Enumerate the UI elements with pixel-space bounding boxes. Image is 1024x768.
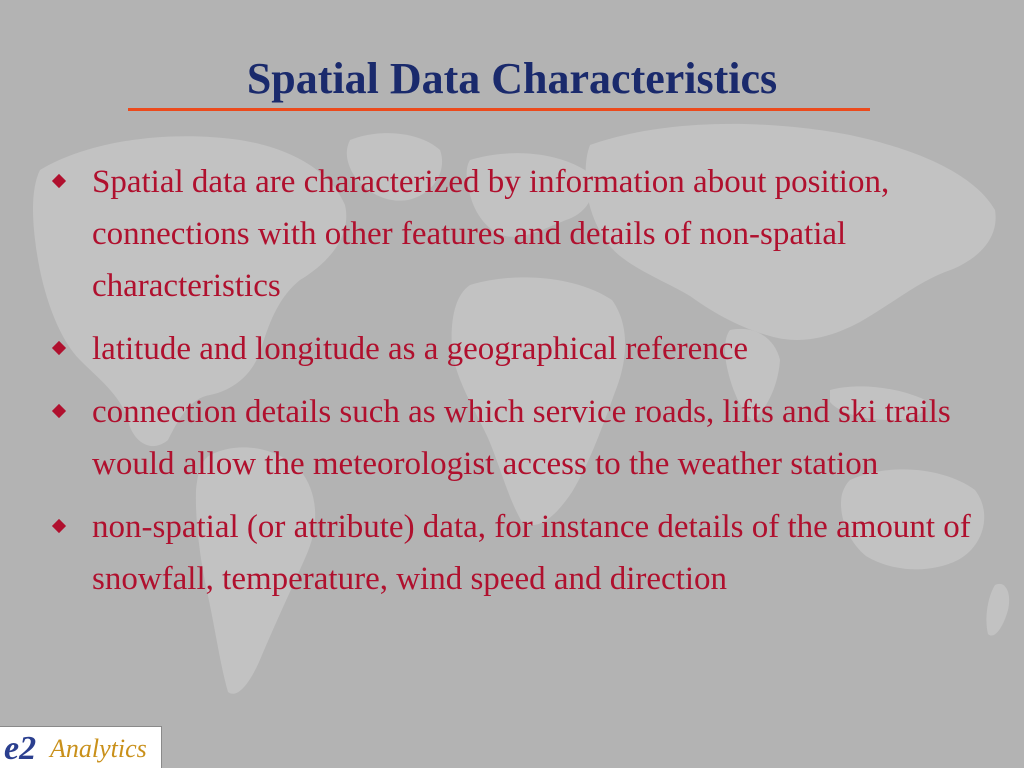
bullet-item	[52, 386, 972, 490]
logo-analytics: Analytics	[50, 734, 147, 763]
diamond-bullet-icon	[52, 341, 66, 355]
bullet-item	[52, 501, 972, 605]
bullet-text: Spatial data are characterized by information about position, connections with other features and details of non-spatial characteristics	[92, 164, 890, 304]
diamond-bullet-icon	[52, 174, 66, 188]
bullet-text: latitude and longitude as a geographical reference	[92, 331, 749, 367]
logo-e2: e2	[4, 730, 37, 767]
diamond-bullet-icon	[52, 519, 66, 533]
slide-title: Spatial Data Characteristics	[246, 54, 778, 103]
diamond-bullet-icon	[52, 404, 66, 418]
e2-analytics-logo	[0, 726, 162, 768]
bullet-text: non-spatial (or attribute) data, for instance details of the amount of snowfall, temperature, wind speed and direction	[92, 509, 971, 597]
bullet-list	[52, 156, 972, 616]
title-underline	[128, 108, 870, 111]
bullet-text: connection details such as which service roads, lifts and ski trails would allow the meteorologist access to the weather station	[92, 394, 951, 482]
bullet-item	[52, 323, 972, 375]
bullet-item	[52, 156, 972, 312]
